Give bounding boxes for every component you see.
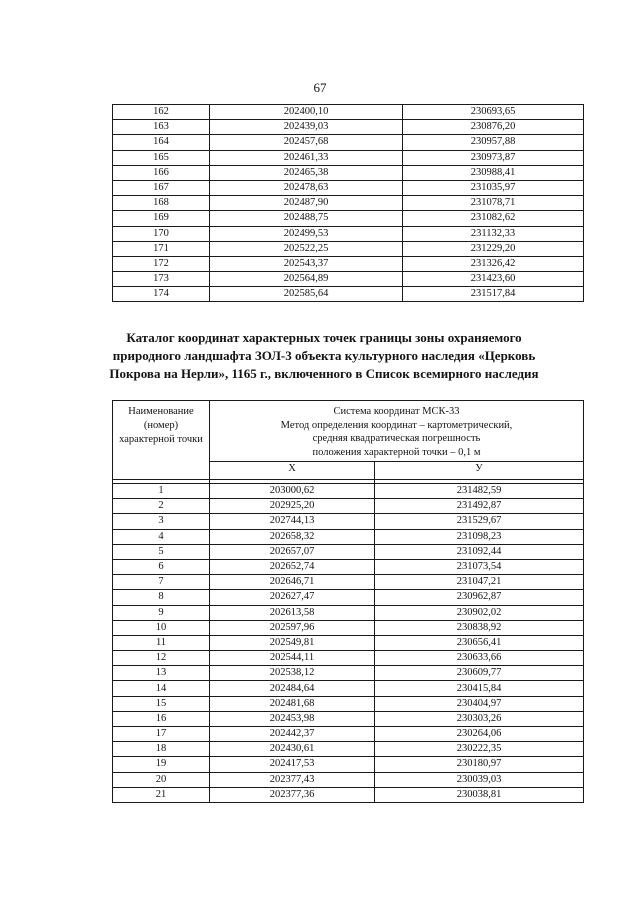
x-coordinate-cell: 202478,63 (210, 180, 403, 195)
y-coordinate-cell: 231132,33 (403, 226, 584, 241)
table-row (113, 696, 584, 711)
x-coordinate-cell: 202465,38 (210, 165, 403, 180)
x-coordinate-cell: 202484,64 (210, 681, 375, 696)
table-row (113, 120, 584, 135)
y-coordinate-cell: 231047,21 (375, 575, 584, 590)
y-coordinate-cell: 231492,87 (375, 499, 584, 514)
point-number-cell: 5 (113, 544, 210, 559)
catalog-heading (90, 329, 558, 383)
x-coordinate-cell: 202657,07 (210, 544, 375, 559)
point-number-cell: 169 (113, 211, 210, 226)
table-row (113, 196, 584, 211)
y-coordinate-cell: 230415,84 (375, 681, 584, 696)
header-line: положения характерной точки – 0,1 м (312, 446, 481, 458)
x-coordinate-cell: 202646,71 (210, 575, 375, 590)
point-number-cell: 9 (113, 605, 210, 620)
y-coordinate-cell: 231482,59 (375, 484, 584, 499)
point-number-cell: 15 (113, 696, 210, 711)
y-coordinate-cell: 231092,44 (375, 544, 584, 559)
table-row (113, 559, 584, 574)
y-coordinate-cell: 230876,20 (403, 120, 584, 135)
point-number-cell: 171 (113, 241, 210, 256)
x-coordinate-cell: 202439,03 (210, 120, 403, 135)
table-row (113, 590, 584, 605)
table-row (113, 620, 584, 635)
y-coordinate-cell: 230404,97 (375, 696, 584, 711)
point-number-cell: 17 (113, 727, 210, 742)
y-coordinate-cell: 230957,88 (403, 135, 584, 150)
point-number-cell: 173 (113, 272, 210, 287)
table-row (113, 180, 584, 195)
x-coordinate-cell: 202488,75 (210, 211, 403, 226)
heading-line: природного ландшафта ЗОЛ-3 объекта культурного наследия «Церковь (112, 348, 536, 363)
x-coordinate-cell: 202744,13 (210, 514, 375, 529)
coordinate-system-header (210, 401, 584, 462)
point-number-cell: 162 (113, 105, 210, 120)
table-row (113, 514, 584, 529)
table-row (113, 742, 584, 757)
table-row (113, 772, 584, 787)
x-coordinate-cell: 202564,89 (210, 272, 403, 287)
x-coordinate-cell: 202549,81 (210, 635, 375, 650)
point-number-cell: 7 (113, 575, 210, 590)
table-row (113, 605, 584, 620)
x-coordinate-cell: 202400,10 (210, 105, 403, 120)
table-row (113, 787, 584, 802)
y-coordinate-cell: 231517,84 (403, 287, 584, 302)
point-number-cell: 8 (113, 590, 210, 605)
table-row (113, 711, 584, 726)
x-coordinate-cell: 202538,12 (210, 666, 375, 681)
point-number-cell: 13 (113, 666, 210, 681)
table-row (113, 499, 584, 514)
table-row (113, 165, 584, 180)
table-row (113, 150, 584, 165)
table-row (113, 544, 584, 559)
x-coordinate-cell: 202522,25 (210, 241, 403, 256)
y-coordinate-cell: 231229,20 (403, 241, 584, 256)
point-number-cell: 168 (113, 196, 210, 211)
x-coordinate-cell: 203000,62 (210, 484, 375, 499)
y-coordinate-cell: 230222,35 (375, 742, 584, 757)
table-row (113, 635, 584, 650)
table-row (113, 529, 584, 544)
x-coordinate-cell: 202487,90 (210, 196, 403, 211)
x-coordinate-cell: 202652,74 (210, 559, 375, 574)
x-coordinate-cell: 202442,37 (210, 727, 375, 742)
point-number-cell: 18 (113, 742, 210, 757)
y-coordinate-cell: 230609,77 (375, 666, 584, 681)
table-row (113, 105, 584, 120)
point-number-cell: 3 (113, 514, 210, 529)
table-row (113, 241, 584, 256)
x-coordinate-cell: 202613,58 (210, 605, 375, 620)
point-number-cell: 4 (113, 529, 210, 544)
table-row (113, 135, 584, 150)
continuation-coordinate-table (112, 104, 584, 302)
table-row (113, 484, 584, 499)
y-coordinate-cell: 230656,41 (375, 635, 584, 650)
header-line: характерной точки (119, 434, 203, 445)
y-coordinate-cell: 230838,92 (375, 620, 584, 635)
table-row (113, 272, 584, 287)
coordinate-table-header (113, 401, 584, 484)
point-number-cell: 174 (113, 287, 210, 302)
table-row (113, 681, 584, 696)
point-number-cell: 21 (113, 787, 210, 802)
continuation-table-body (113, 105, 584, 302)
x-coordinate-cell: 202481,68 (210, 696, 375, 711)
point-name-header (113, 401, 210, 480)
y-coordinate-cell: 230693,65 (403, 105, 584, 120)
y-coordinate-cell: 230180,97 (375, 757, 584, 772)
point-number-cell: 11 (113, 635, 210, 650)
x-coordinate-cell: 202925,20 (210, 499, 375, 514)
y-coordinate-cell: 231098,23 (375, 529, 584, 544)
point-number-cell: 172 (113, 256, 210, 271)
table-row (113, 211, 584, 226)
y-coordinate-cell: 230973,87 (403, 150, 584, 165)
y-coordinate-cell: 231078,71 (403, 196, 584, 211)
point-number-cell: 166 (113, 165, 210, 180)
table-row (113, 226, 584, 241)
y-coordinate-cell: 230039,03 (375, 772, 584, 787)
y-coordinate-cell: 230988,41 (403, 165, 584, 180)
table-row (113, 757, 584, 772)
heading-line: Покрова на Нерли», 1165 г., включенного в Список всемирного наследия (109, 366, 539, 381)
y-coordinate-cell: 230633,66 (375, 651, 584, 666)
y-coordinate-cell: 231326,42 (403, 256, 584, 271)
x-coordinate-cell: 202543,37 (210, 256, 403, 271)
table-row (113, 287, 584, 302)
x-coordinate-cell: 202377,43 (210, 772, 375, 787)
point-number-cell: 2 (113, 499, 210, 514)
point-number-cell: 170 (113, 226, 210, 241)
x-coordinate-cell: 202417,53 (210, 757, 375, 772)
header-line: Наименование (128, 406, 194, 417)
point-number-cell: 19 (113, 757, 210, 772)
x-coordinate-cell: 202430,61 (210, 742, 375, 757)
point-number-cell: 12 (113, 651, 210, 666)
header-line: Система координат МСК-33 (333, 406, 460, 417)
x-coordinate-cell: 202499,53 (210, 226, 403, 241)
heading-line: Каталог координат характерных точек границы зоны охраняемого (126, 330, 522, 345)
y-coordinate-cell: 230962,87 (375, 590, 584, 605)
table-row (113, 575, 584, 590)
table-row (113, 666, 584, 681)
table-row (113, 256, 584, 271)
x-coordinate-cell: 202627,47 (210, 590, 375, 605)
x-coordinate-cell: 202585,64 (210, 287, 403, 302)
table-row (113, 651, 584, 666)
x-coordinate-cell: 202377,36 (210, 787, 375, 802)
table-row (113, 727, 584, 742)
y-coordinate-cell: 231035,97 (403, 180, 584, 195)
point-number-cell: 167 (113, 180, 210, 195)
page-number: 67 (313, 80, 327, 95)
point-number-cell: 14 (113, 681, 210, 696)
header-line: (номер) (143, 420, 179, 431)
point-number-cell: 10 (113, 620, 210, 635)
x-coordinate-cell: 202457,68 (210, 135, 403, 150)
x-coordinate-cell: 202461,33 (210, 150, 403, 165)
y-coordinate-cell: 231082,62 (403, 211, 584, 226)
y-coordinate-cell: 230264,06 (375, 727, 584, 742)
x-coordinate-cell: 202544,11 (210, 651, 375, 666)
y-coordinate-cell: 230902,02 (375, 605, 584, 620)
coordinate-catalog-table (112, 400, 584, 803)
y-coordinate-cell: 231423,60 (403, 272, 584, 287)
point-number-cell: 16 (113, 711, 210, 726)
y-coordinate-cell: 231073,54 (375, 559, 584, 574)
y-coordinate-cell: 231529,67 (375, 514, 584, 529)
x-coordinate-cell: 202453,98 (210, 711, 375, 726)
point-number-cell: 163 (113, 120, 210, 135)
x-coordinate-cell: 202658,32 (210, 529, 375, 544)
y-coordinate-cell: 230038,81 (375, 787, 584, 802)
y-column-header: У (375, 462, 584, 480)
header-line: средняя квадратическая погрешность (312, 433, 481, 444)
point-number-cell: 164 (113, 135, 210, 150)
point-number-cell: 1 (113, 484, 210, 499)
point-number-cell: 6 (113, 559, 210, 574)
header-line: Метод определения координат – картометрический, (280, 419, 513, 431)
y-coordinate-cell: 230303,26 (375, 711, 584, 726)
coordinate-table-body (113, 484, 584, 803)
x-column-header: X (210, 462, 375, 480)
point-number-cell: 20 (113, 772, 210, 787)
point-number-cell: 165 (113, 150, 210, 165)
x-coordinate-cell: 202597,96 (210, 620, 375, 635)
